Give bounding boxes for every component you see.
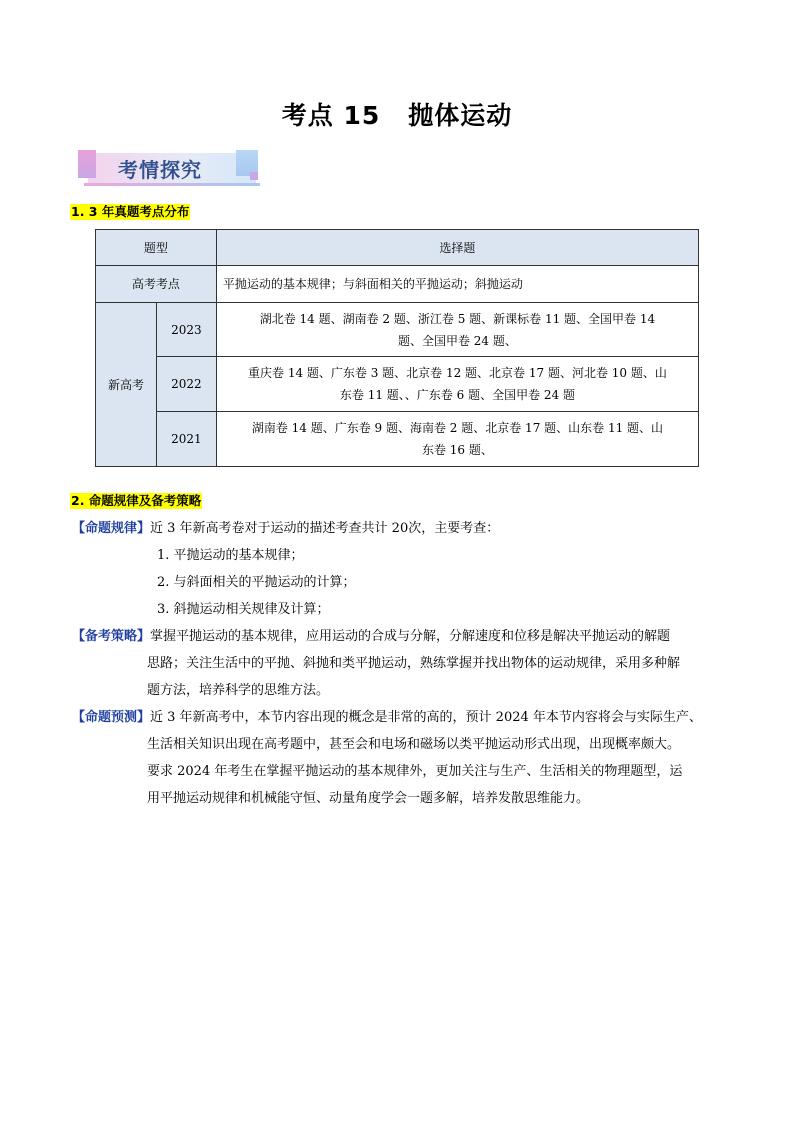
section2-heading: 2. 命题规律及备考策略	[71, 493, 202, 508]
title-number: 考点 15	[281, 101, 381, 130]
rules-tag: 【命题规律】	[72, 521, 151, 536]
strategy-line3: 题方法，培养科学的思维方法。	[147, 683, 330, 698]
papers-cell	[216, 412, 698, 467]
papers-line: 湖南卷 14 题、广东卷 9 题、海南卷 2 题、北京卷 17 题、山东卷 11 题、山	[251, 421, 664, 435]
forecast-line4: 用平抛运动规律和机械能守恒、动量角度学会一题多解，培养发散思维能力。	[147, 791, 590, 806]
rules-intro-text: 近 3 年新高考卷对于运动的描述考查共计 20次，主要考查：	[150, 521, 500, 536]
group-label-cell: 新高考	[96, 303, 157, 467]
table-row	[96, 303, 699, 357]
forecast-line2: 生活相关知识出现在高考题中，甚至会和电场和磁场以类平抛运动形式出现，出现概率颇大。	[147, 737, 681, 752]
forecast-text: 近 3 年新高考中，本节内容出现的概念是非常的高的，预计 2024 年本节内容将会与实际生产、	[150, 710, 702, 725]
year-cell: 2023	[156, 303, 216, 357]
list-item: 1. 平抛运动的基本规律；	[157, 548, 304, 563]
page-title	[0, 96, 794, 132]
papers-line: 东卷 11 题、、广东卷 6 题、全国甲卷 24 题	[339, 388, 575, 402]
banner-underline	[84, 183, 260, 186]
papers-cell	[216, 357, 698, 412]
strategy-line1	[72, 624, 670, 651]
table-row	[96, 357, 699, 412]
rules-intro	[72, 516, 499, 543]
topic-value-cell: 平抛运动的基本规律；与斜面相关的平抛运动；斜抛运动	[216, 266, 698, 303]
topic-label-cell: 高考考点	[96, 266, 217, 303]
section-banner	[78, 150, 260, 186]
header-type-cell: 题型	[96, 230, 217, 266]
forecast-line3: 要求 2024 年考生在掌握平抛运动的基本规律外，更加关注与生产、生活相关的物理题型，运	[147, 764, 683, 779]
header-choice-cell: 选择题	[216, 230, 698, 266]
strategy-line2: 思路；关注生活中的平抛、斜抛和类平抛运动，熟练掌握并找出物体的运动规律，采用多种解	[147, 656, 681, 671]
table-header-row	[96, 230, 699, 266]
papers-line: 重庆卷 14 题、广东卷 3 题、北京卷 12 题、北京卷 17 题、河北卷 10 题、山	[248, 366, 667, 380]
section1-heading: 1. 3 年真题考点分布	[71, 204, 190, 219]
forecast-line1	[72, 705, 702, 732]
table-topic-row	[96, 266, 699, 303]
year-cell: 2021	[156, 412, 216, 467]
exam-table	[95, 229, 699, 467]
title-text: 抛体运动	[408, 101, 513, 130]
year-cell: 2022	[156, 357, 216, 412]
list-item: 3. 斜抛运动相关规律及计算；	[157, 602, 330, 617]
banner-text: 考情探究	[118, 158, 202, 182]
list-item: 2. 与斜面相关的平抛运动的计算；	[157, 575, 356, 590]
papers-line: 题、全国甲卷 24 题、	[397, 333, 517, 348]
banner-corner-block	[250, 172, 258, 180]
forecast-tag: 【命题预测】	[72, 710, 151, 725]
papers-line: 东卷 16 题、	[421, 443, 493, 457]
strategy-text: 掌握平抛运动的基本规律，应用运动的合成与分解，分解速度和位移是解决平抛运动的解题	[150, 629, 671, 644]
strategy-tag: 【备考策略】	[72, 629, 151, 644]
table-row	[96, 412, 699, 467]
banner-left-block	[78, 150, 96, 178]
papers-line: 湖北卷 14 题、湖南卷 2 题、浙江卷 5 题、新课标卷 11 题、全国甲卷 14	[259, 311, 656, 326]
papers-cell	[216, 303, 698, 357]
